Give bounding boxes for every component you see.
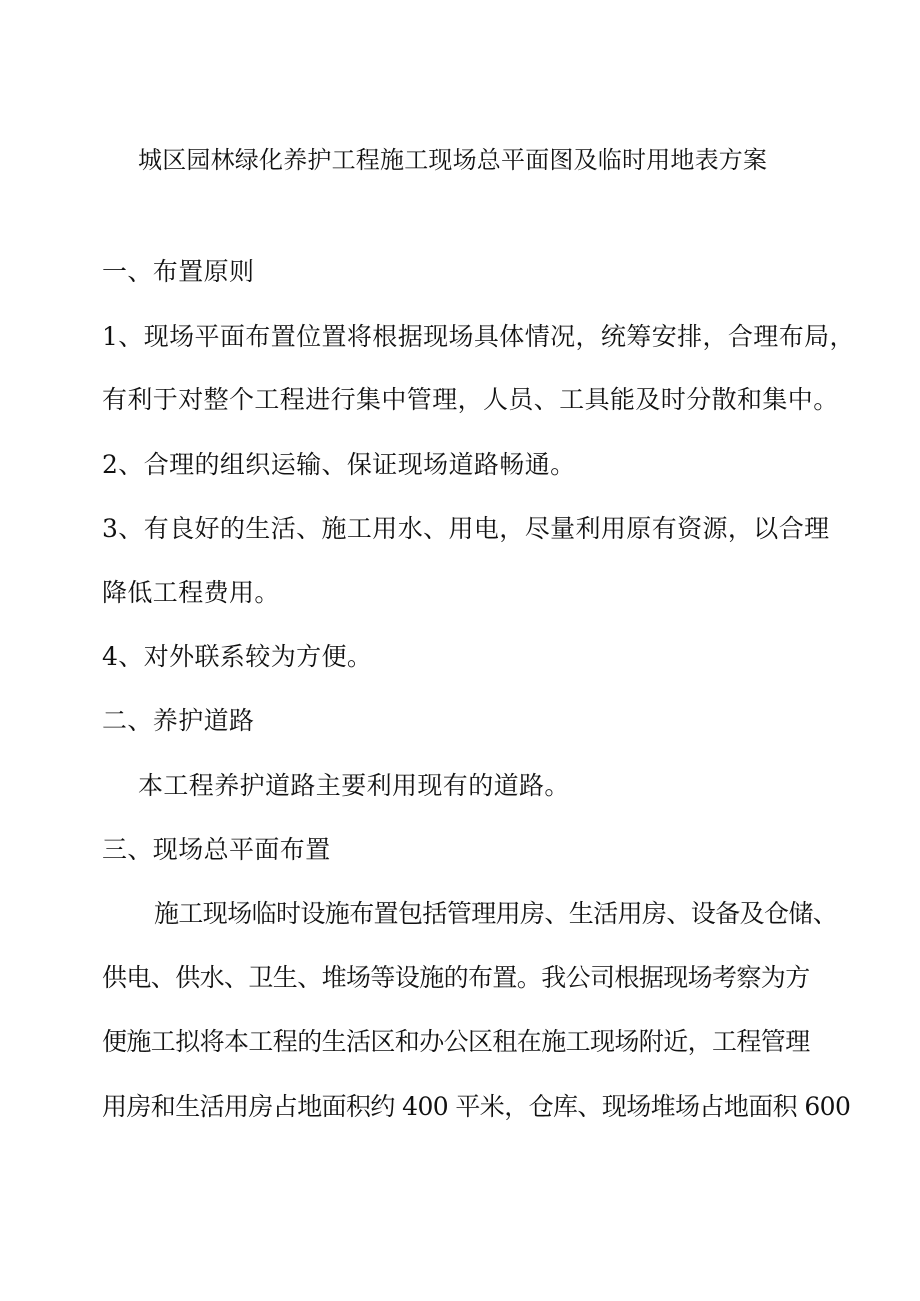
road-paragraph: 本工程养护道路主要利用现有的道路。 bbox=[138, 771, 570, 800]
section-heading-1: 一、布置原则 bbox=[102, 257, 255, 286]
layout-paragraph-line-3: 便施工拟将本工程的生活区和办公区租在施工现场附近，工程管理 bbox=[102, 1027, 810, 1056]
principle-line-1: 1、现场平面布置位置将根据现场具体情况，统筹安排，合理布局， bbox=[102, 322, 855, 351]
principle-line-2: 有利于对整个工程进行集中管理，人员、工具能及时分散和集中。 bbox=[102, 385, 839, 414]
principle-line-5: 降低工程费用。 bbox=[102, 578, 280, 607]
layout-paragraph-line-4: 用房和生活用房占地面积约 400 平米，仓库、现场堆场占地面积 600 bbox=[102, 1092, 851, 1121]
layout-paragraph-line-1: 施工现场临时设施布置包括管理用房、生活用房、设备及仓储、 bbox=[154, 899, 838, 928]
principle-line-3: 2、合理的组织运输、保证现场道路畅通。 bbox=[102, 450, 576, 479]
layout-paragraph-line-2: 供电、供水、卫生、堆场等设施的布置。我公司根据现场考察为方 bbox=[102, 963, 810, 992]
document-title: 城区园林绿化养护工程施工现场总平面图及临时用地表方案 bbox=[138, 146, 768, 174]
principle-line-4: 3、有良好的生活、施工用水、用电，尽量利用原有资源，以合理 bbox=[102, 514, 830, 543]
section-heading-3: 三、现场总平面布置 bbox=[102, 835, 331, 864]
principle-line-6: 4、对外联系较为方便。 bbox=[102, 642, 373, 671]
section-heading-2: 二、养护道路 bbox=[102, 706, 255, 735]
